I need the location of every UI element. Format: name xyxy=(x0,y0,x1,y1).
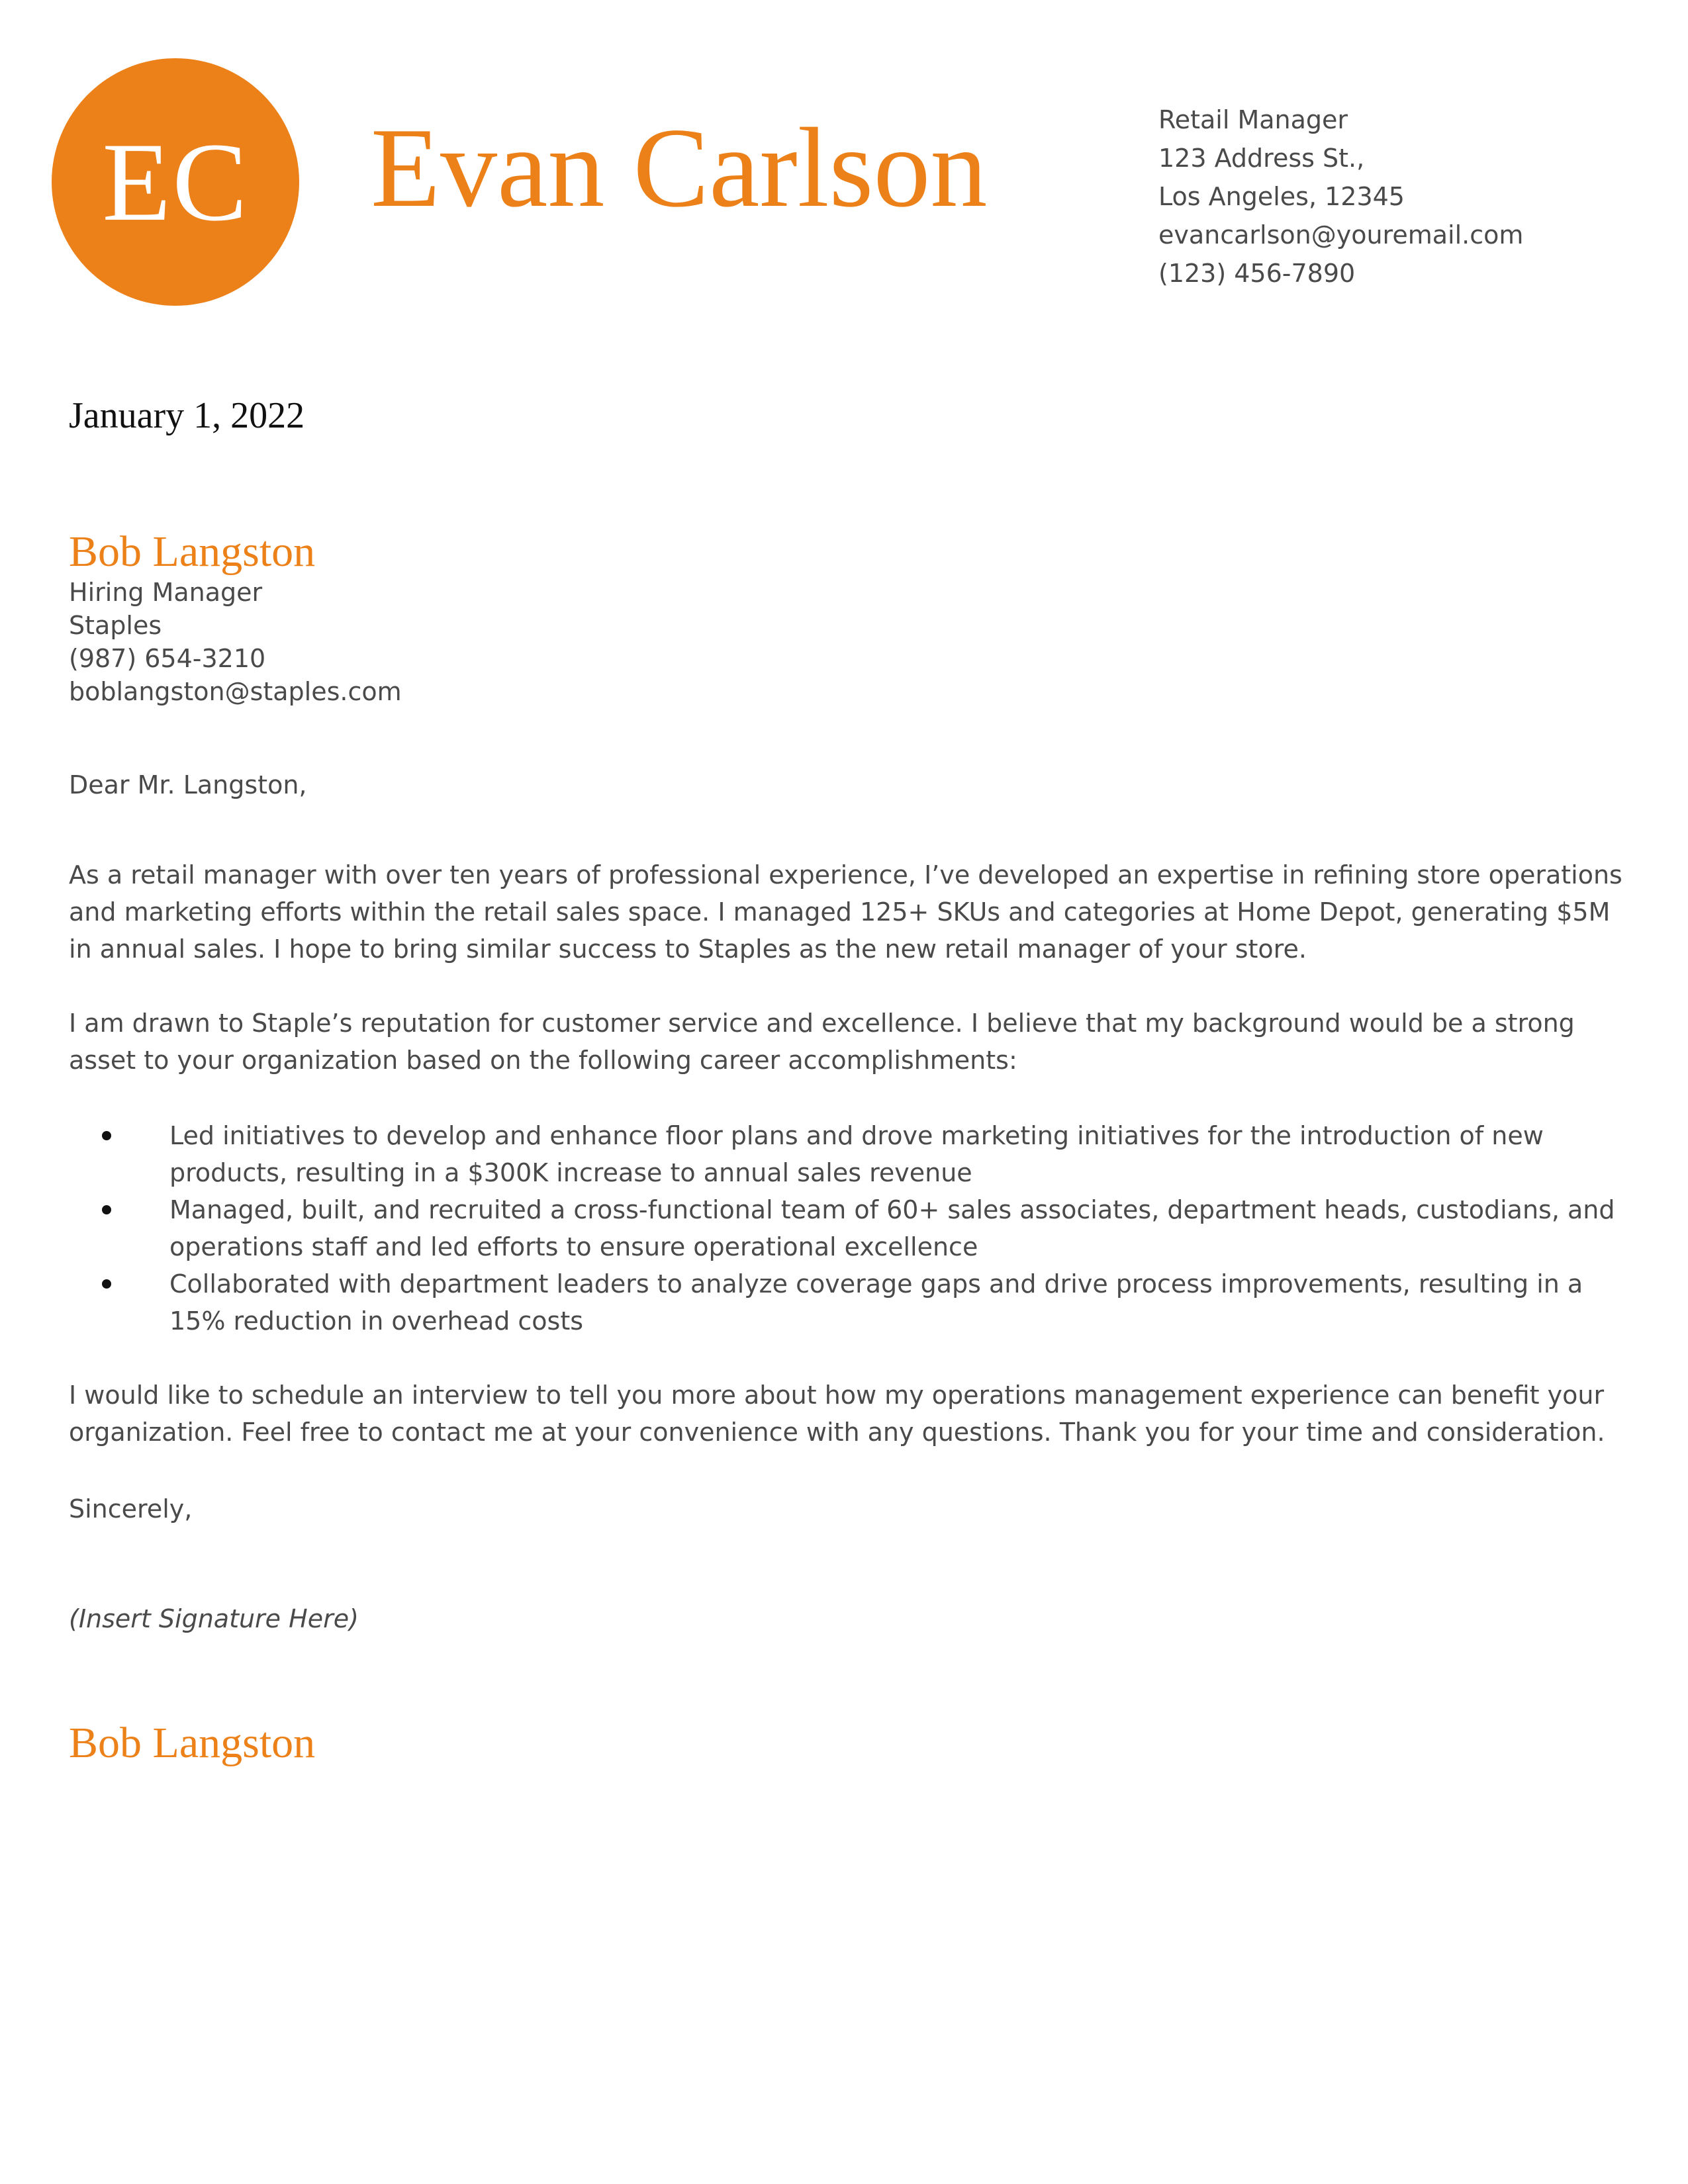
recipient-block xyxy=(69,576,402,708)
list-item xyxy=(69,1117,1631,1191)
signer-name: Bob Langston xyxy=(69,1719,316,1767)
recipient-phone: (987) 654-3210 xyxy=(69,644,266,673)
accomplishment-text: Led initiatives to develop and enhance floor plans and drove marketing initiatives for the introduction of new products, resulting in a $300K increase to annual sales revenue xyxy=(169,1121,1544,1187)
list-item xyxy=(69,1191,1631,1265)
bullet-icon xyxy=(102,1131,111,1140)
email-address: evancarlson@youremail.com xyxy=(1158,220,1524,250)
city-line: Los Angeles, 12345 xyxy=(1158,182,1405,211)
signature-placeholder: (Insert Signature Here) xyxy=(69,1604,359,1633)
accomplishment-text: Collaborated with department leaders to analyze coverage gaps and drive process improvements, resulting in a 15% reduction in overhead costs xyxy=(169,1269,1583,1336)
job-title: Retail Manager xyxy=(1158,105,1348,134)
recipient-name: Bob Langston xyxy=(69,527,316,576)
accomplishment-text: Managed, built, and recruited a cross-functional team of 60+ sales associates, department heads, custodians, and operations staff and led efforts to ensure operational excellence xyxy=(169,1195,1615,1261)
recipient-company: Staples xyxy=(69,611,162,640)
monogram-badge xyxy=(52,58,299,306)
paragraph-closing: I would like to schedule an interview to tell you more about how my operations management experience can benefit your organization. Feel free to contact me at your convenience with any questions. Thank you for your time and consideration. xyxy=(69,1381,1605,1447)
paragraph-interest: I am drawn to Staple’s reputation for customer service and excellence. I believe that my background would be a strong asset to your organization based on the following career accomplishments: xyxy=(69,1009,1575,1075)
phone-number: (123) 456-7890 xyxy=(1158,259,1356,288)
address-line: 123 Address St., xyxy=(1158,144,1365,173)
sign-off: Sincerely, xyxy=(69,1494,193,1524)
monogram-initials: EC xyxy=(102,120,249,244)
paragraph-intro: As a retail manager with over ten years of professional experience, I’ve developed an expertise in refining store operations and marketing efforts within the retail sales space. I managed 125+ SKUs and categories at Home Depot, generating $5M in annual sales. I hope to bring similar success to Staples as the new retail manager of your store. xyxy=(69,860,1622,964)
accomplishments-list xyxy=(69,1117,1631,1340)
list-item xyxy=(69,1265,1631,1340)
applicant-name: Evan Carlson xyxy=(371,105,988,231)
recipient-title: Hiring Manager xyxy=(69,578,263,607)
bullet-icon xyxy=(102,1279,111,1289)
bullet-icon xyxy=(102,1205,111,1214)
recipient-email: boblangston@staples.com xyxy=(69,677,402,706)
letter-date: January 1, 2022 xyxy=(69,395,305,436)
contact-block xyxy=(1158,101,1523,293)
greeting: Dear Mr. Langston, xyxy=(69,770,307,799)
